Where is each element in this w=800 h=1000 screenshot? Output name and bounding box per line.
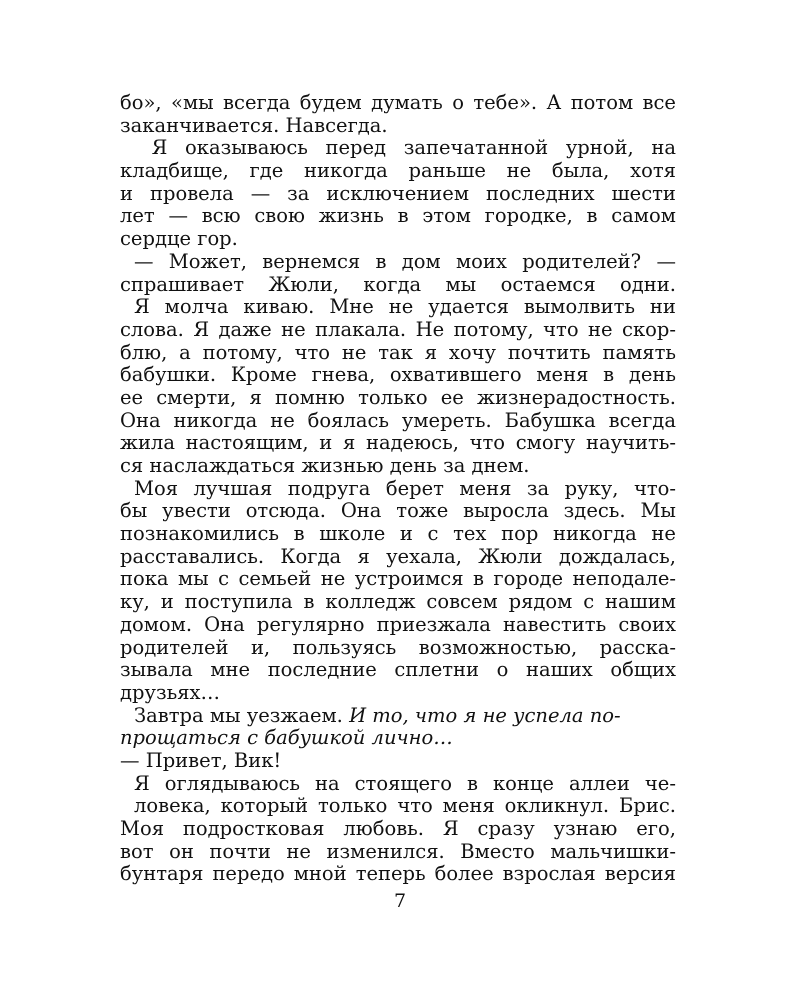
word: потом xyxy=(570,91,634,114)
word: увести xyxy=(162,499,231,523)
word: и xyxy=(319,431,333,455)
word: Вместо xyxy=(460,839,535,863)
word: Мне xyxy=(329,295,374,319)
page-number: 7 xyxy=(393,890,407,912)
word: вымолвить xyxy=(523,295,635,319)
word: возможностью, xyxy=(418,635,578,659)
word: этом xyxy=(422,204,471,228)
word: лет xyxy=(120,204,155,228)
word: городе xyxy=(493,567,564,591)
word: дом xyxy=(401,249,441,273)
text-line xyxy=(120,296,676,319)
word: устроимся xyxy=(354,567,464,591)
word: на xyxy=(315,771,340,795)
word: который xyxy=(220,794,309,818)
word: пользуясь xyxy=(292,635,397,659)
text-line: — Привет, Вик! xyxy=(120,748,282,772)
word: жизнерадостность. xyxy=(477,385,676,409)
text-line: заканчивается. Навсегда. xyxy=(120,113,388,137)
word: боялась xyxy=(307,408,389,432)
word: надеюсь, xyxy=(366,431,459,455)
word: любовь. xyxy=(343,817,424,840)
text-line xyxy=(120,432,676,455)
word: в xyxy=(603,363,615,387)
word: научить- xyxy=(586,431,676,455)
word: что xyxy=(294,340,331,364)
word: оглядываюсь xyxy=(164,771,301,795)
word: шести xyxy=(611,181,676,205)
word: «мы xyxy=(171,91,214,114)
word: ее xyxy=(120,385,144,409)
word: родителей xyxy=(120,635,229,659)
word: помню xyxy=(275,385,345,409)
word: Брис. xyxy=(619,794,676,818)
word: за xyxy=(526,476,550,500)
word: провела xyxy=(149,181,234,205)
word: в xyxy=(397,204,409,228)
word: Может, xyxy=(168,249,247,273)
word: почтить xyxy=(507,340,591,364)
word: всю xyxy=(201,204,241,228)
text-line xyxy=(120,274,676,297)
word: молча xyxy=(164,295,229,319)
word: остаемся xyxy=(500,272,596,296)
word: не xyxy=(651,522,676,546)
word: о xyxy=(452,91,464,114)
word: — xyxy=(656,249,676,273)
word: в xyxy=(375,249,387,273)
word: настоящим, xyxy=(185,431,309,455)
word: А xyxy=(546,91,562,114)
word: домом. xyxy=(120,612,193,636)
word: Она xyxy=(340,499,382,523)
word: думать xyxy=(371,91,443,114)
word: познакомились xyxy=(120,522,280,546)
word: удается xyxy=(428,295,509,319)
word: в xyxy=(303,590,315,614)
word: моих xyxy=(456,249,507,273)
word: дождалась, xyxy=(558,544,676,568)
word: будем xyxy=(299,91,362,114)
word: всегда xyxy=(608,408,676,432)
word: поступила xyxy=(184,590,293,614)
word: отсюда. xyxy=(245,499,326,523)
word: Мы xyxy=(640,499,676,523)
text-line xyxy=(120,319,676,342)
word: и, xyxy=(250,635,271,659)
word: мы xyxy=(445,272,477,296)
word: что xyxy=(397,794,433,818)
word: расставались. xyxy=(120,544,265,568)
word: все xyxy=(642,91,676,114)
word: узнаю xyxy=(553,817,618,840)
text-line xyxy=(120,342,676,365)
text-line xyxy=(120,773,676,796)
word: бунтаря xyxy=(120,862,204,886)
word: Не xyxy=(415,317,445,341)
word: приезжала xyxy=(376,612,491,636)
word: Когда xyxy=(280,544,342,568)
word: Я xyxy=(134,771,150,795)
text-line xyxy=(120,364,676,387)
word: зывала xyxy=(120,658,193,682)
word: одни. xyxy=(620,272,676,296)
word: и xyxy=(399,522,413,546)
word: самом xyxy=(611,204,676,228)
word: Я xyxy=(134,295,150,319)
word: день xyxy=(628,363,676,387)
word: Я xyxy=(442,817,459,840)
word: охватившего xyxy=(389,363,522,387)
word: плакала. xyxy=(315,317,407,341)
text-line xyxy=(120,478,676,501)
word: школе xyxy=(319,522,386,546)
word: в xyxy=(472,567,484,591)
word: он xyxy=(169,839,194,863)
text-line xyxy=(120,410,676,433)
word: че- xyxy=(644,771,676,795)
word: бо», xyxy=(120,91,162,114)
word: последних xyxy=(485,181,595,205)
word: пока xyxy=(120,567,169,591)
word: оказываюсь xyxy=(185,136,308,160)
word: всегда xyxy=(223,91,291,114)
word: Моя xyxy=(134,476,179,500)
text-line xyxy=(120,183,676,206)
word: на xyxy=(651,136,676,160)
word: сразу xyxy=(477,817,535,840)
word: в xyxy=(293,522,305,546)
word: регулярно xyxy=(256,612,365,636)
word: руку, xyxy=(564,476,619,500)
word: Кроме xyxy=(230,363,297,387)
word: только xyxy=(358,385,428,409)
word: стоящего xyxy=(354,771,453,795)
word: никогда xyxy=(173,408,258,432)
word: изменился. xyxy=(326,839,445,863)
word: мы xyxy=(178,567,209,591)
word: не xyxy=(270,408,295,432)
word: пор xyxy=(501,522,539,546)
word: тоже xyxy=(396,499,449,523)
text-line: прощаться с бабушкой лично… xyxy=(120,726,453,750)
word: смерти, xyxy=(156,385,237,409)
word: выросла xyxy=(463,499,549,523)
word: что xyxy=(543,317,579,341)
word: мной xyxy=(293,862,347,886)
word: исключением xyxy=(326,181,470,205)
text-line xyxy=(120,251,676,274)
word: сплетни xyxy=(394,658,480,682)
text-line xyxy=(120,387,676,410)
word: вернемся xyxy=(262,249,361,273)
word: свою xyxy=(254,204,305,228)
word: своих xyxy=(618,612,676,636)
text-line xyxy=(120,500,676,523)
word: не xyxy=(320,567,346,591)
word: подруга xyxy=(287,476,371,500)
word: Моя xyxy=(120,817,165,840)
page-body-text xyxy=(120,92,676,886)
word: передо xyxy=(212,862,285,886)
word: Жюли, xyxy=(268,272,339,296)
word: я xyxy=(249,385,262,409)
word: не xyxy=(388,295,414,319)
text-line xyxy=(120,659,676,682)
text-line: друзьях… xyxy=(120,680,221,704)
text-line xyxy=(120,523,676,546)
word: слова. xyxy=(120,317,184,341)
word: тебе». xyxy=(473,91,538,114)
word: когда xyxy=(363,272,422,296)
word: колледж xyxy=(325,590,416,614)
word: городке, xyxy=(484,204,573,228)
word: а xyxy=(179,340,191,364)
word: здесь. xyxy=(563,499,626,523)
word: за xyxy=(287,181,310,205)
word: наших xyxy=(526,658,593,682)
word: — xyxy=(250,181,271,205)
word: Жюли xyxy=(478,544,543,568)
text-line: Завтра мы уезжаем. И то, что я не успела по- xyxy=(134,703,621,727)
word: потому, xyxy=(202,340,283,364)
word: окликнул. xyxy=(504,794,610,818)
word: я xyxy=(357,544,370,568)
word: подростковая xyxy=(182,817,325,840)
word: так xyxy=(378,340,413,364)
word: раньше xyxy=(408,159,486,183)
word: потому, xyxy=(453,317,534,341)
word: ловека, xyxy=(134,794,211,818)
word: киваю. xyxy=(243,295,315,319)
text-line: сердце гор. xyxy=(120,227,238,251)
text-line xyxy=(120,863,676,886)
text-line xyxy=(120,205,676,228)
word: меня xyxy=(536,363,589,387)
word: спрашивает xyxy=(120,272,245,296)
word: гнева, xyxy=(311,363,376,387)
word: мальчишки- xyxy=(550,839,676,863)
word: общих xyxy=(610,658,676,682)
word: не xyxy=(286,839,311,863)
word: взрослая xyxy=(502,862,596,886)
word: в xyxy=(586,204,598,228)
word: что- xyxy=(633,476,676,500)
word: кладбище, xyxy=(120,159,229,183)
word: расска- xyxy=(599,635,676,659)
word: — xyxy=(134,249,154,273)
word: ни xyxy=(649,295,676,319)
word: никогда xyxy=(304,159,388,183)
word: бы xyxy=(120,499,148,523)
word: теперь xyxy=(355,862,426,886)
word: лучшая xyxy=(193,476,273,500)
word: запечатанной xyxy=(403,136,549,160)
word: я xyxy=(342,431,356,455)
word: неподале- xyxy=(572,567,676,591)
word: о xyxy=(496,658,509,682)
word: в xyxy=(467,771,478,795)
word: что xyxy=(469,431,506,455)
word: совсем xyxy=(426,590,498,614)
word: с xyxy=(583,590,595,614)
word: была, xyxy=(551,159,610,183)
word: Я xyxy=(193,317,210,341)
word: мне xyxy=(210,658,251,682)
word: даже xyxy=(218,317,272,341)
word: Я xyxy=(151,136,168,160)
word: семьей xyxy=(238,567,312,591)
word: его, xyxy=(636,817,676,840)
word: аллеи xyxy=(568,771,630,795)
word: жила xyxy=(120,431,175,455)
word: никогда xyxy=(552,522,637,546)
word: память xyxy=(602,340,676,364)
text-line xyxy=(120,637,676,660)
word: вот xyxy=(120,839,154,863)
word: где xyxy=(249,159,284,183)
word: только xyxy=(317,794,388,818)
word: хотя xyxy=(630,159,676,183)
text-line xyxy=(120,137,676,160)
text-line xyxy=(120,818,676,841)
word: почти xyxy=(209,839,271,863)
word: Она xyxy=(120,408,161,432)
word: смогу xyxy=(515,431,576,455)
word: тех xyxy=(453,522,487,546)
text-line xyxy=(120,841,676,864)
word: нашим xyxy=(605,590,676,614)
text-line xyxy=(120,591,676,614)
word: Бабушка xyxy=(504,408,596,432)
word: Она xyxy=(204,612,245,636)
word: — xyxy=(168,204,188,228)
word: умереть. xyxy=(401,408,492,432)
word: более xyxy=(434,862,494,886)
text-line xyxy=(120,160,676,183)
word: родителей? xyxy=(522,249,642,273)
word: не xyxy=(588,317,613,341)
word: рядом xyxy=(508,590,573,614)
word: меня xyxy=(442,794,495,818)
text-line xyxy=(120,546,676,569)
word: жизнь xyxy=(318,204,384,228)
text-line xyxy=(120,92,676,115)
text-line xyxy=(120,795,676,818)
word: с xyxy=(218,567,230,591)
word: я xyxy=(424,340,438,364)
word: меня xyxy=(459,476,512,500)
word: не xyxy=(341,340,367,364)
word: берет xyxy=(385,476,444,500)
word: с xyxy=(427,522,439,546)
word: урной, xyxy=(565,136,634,160)
word: ку, xyxy=(120,590,150,614)
word: конце xyxy=(492,771,554,795)
word: хочу xyxy=(448,340,496,364)
word: версия xyxy=(604,862,676,886)
word: и xyxy=(160,590,174,614)
text-line: ся наслаждаться жизнью день за днем. xyxy=(120,454,530,477)
word: навестить xyxy=(502,612,607,636)
word: блю, xyxy=(120,340,168,364)
word: перед xyxy=(325,136,387,160)
text-line xyxy=(120,568,676,591)
word: не xyxy=(281,317,306,341)
word: бабушки. xyxy=(120,363,217,387)
word: не xyxy=(506,159,532,183)
word: уехала, xyxy=(386,544,462,568)
text-line xyxy=(120,614,676,637)
word: и xyxy=(120,181,133,205)
word: скор- xyxy=(622,317,676,341)
word: ее xyxy=(440,385,464,409)
word: последние xyxy=(267,658,377,682)
